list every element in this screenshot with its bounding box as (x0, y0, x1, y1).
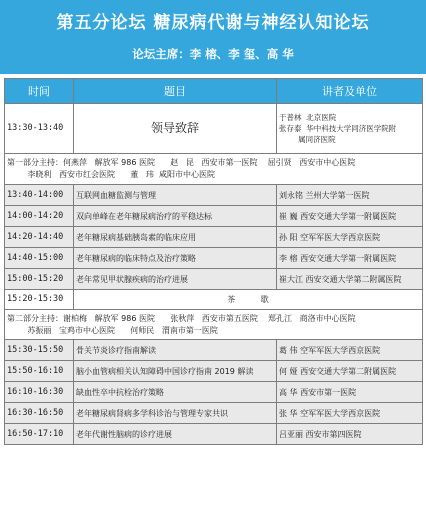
table-row (5, 248, 423, 269)
moderator-cell (5, 310, 423, 340)
speaker-cell: 崔大江 西安交通大学第二附属医院 (277, 269, 423, 290)
topic-cell: 领导致辞 (74, 104, 277, 154)
speaker-cell: 崔 巍 西安交通大学第一附属医院 (277, 206, 423, 227)
speaker-cell: 葛 伟 空军军医大学西京医院 (277, 340, 423, 361)
speaker-cell: 张 华 空军军医大学西京医院 (277, 403, 423, 424)
table-row (5, 206, 423, 227)
topic-cell: 老年糖尿病的临床特点及治疗策略 (74, 248, 277, 269)
speaker-cell: 于普林 北京医院 张存泰 华中科技大学同济医学院附 属同济医院 (277, 104, 423, 154)
time-cell: 16:50-17:10 (5, 424, 74, 445)
forum-chairs: 论坛主席：李 榕、李 玺、高 华 (132, 47, 294, 61)
moderator-cell (5, 154, 423, 185)
topic-cell: 老年代谢性脑病的诊疗进展 (74, 424, 277, 445)
time-cell: 15:50-16:10 (5, 361, 74, 382)
topic-cell: 老年糖尿病肾病多学科诊治与管理专家共识 (74, 403, 277, 424)
time-cell: 14:00-14:20 (5, 206, 74, 227)
topic-cell: 老年糖尿病基础胰岛素的临床应用 (74, 227, 277, 248)
forum-title: 第五分论坛 糖尿病代谢与神经认知论坛 (56, 13, 370, 33)
column-header-time: 时间 (5, 79, 74, 104)
topic-cell: 老年常见甲状腺疾病的治疗进展 (74, 269, 277, 290)
topic-cell: 缺血性卒中抗栓治疗策略 (74, 382, 277, 403)
time-cell: 15:00-15:20 (5, 269, 74, 290)
table-row (5, 424, 423, 445)
topic-cell: 脑小血管病相关认知障碍中国诊疗指南 2019 解读 (74, 361, 277, 382)
moderator-text: 第一部分主持：何燕萍 解放军 986 医院 赵 昆 西安市第一医院 屈引贤 西安市中心医院 李晓利 西安市红会医院 董 玮 咸阳市中心医院 (7, 158, 356, 179)
time-cell: 15:20-15:30 (5, 290, 74, 310)
speaker-cell: 李 榕 西安交通大学第一附属医院 (277, 248, 423, 269)
table-row (5, 382, 423, 403)
speaker-cell: 刘永铭 兰州大学第一医院 (277, 185, 423, 206)
speaker-cell: 何 娅 西安交通大学第二附属医院 (277, 361, 423, 382)
time-cell: 13:40-14:00 (5, 185, 74, 206)
time-cell: 16:10-16:30 (5, 382, 74, 403)
table-row (5, 104, 423, 154)
moderator-row (5, 154, 423, 185)
table-header-row (5, 79, 423, 104)
topic-cell: 双向单峰在老年糖尿病治疗的平稳达标 (74, 206, 277, 227)
time-cell: 14:20-14:40 (5, 227, 74, 248)
table-row (5, 403, 423, 424)
column-header-topic: 题目 (74, 79, 277, 104)
break-row (5, 290, 423, 310)
table-row (5, 340, 423, 361)
topic-cell: 互联网血糖监测与管理 (74, 185, 277, 206)
table-row (5, 361, 423, 382)
schedule-table (4, 78, 423, 445)
time-cell: 16:30-16:50 (5, 403, 74, 424)
break-cell: 茶 歇 (74, 290, 423, 310)
table-row (5, 227, 423, 248)
forum-header (0, 0, 426, 74)
time-cell: 15:30-15:50 (5, 340, 74, 361)
moderator-text: 第二部分主持：谢柏梅 解放军 986 医院 张秋萍 西安市第五医院 郑孔江 商洛市中心医院 苏振丽 宝鸡市中心医院 何师民 渭南市第一医院 (7, 313, 356, 335)
time-cell: 14:40-15:00 (5, 248, 74, 269)
moderator-row (5, 310, 423, 340)
speaker-cell: 高 华 西安市第一医院 (277, 382, 423, 403)
speaker-cell: 吕亚丽 西安市第四医院 (277, 424, 423, 445)
column-header-speaker: 讲者及单位 (277, 79, 423, 104)
table-row (5, 269, 423, 290)
speaker-cell: 孙 阳 空军军医大学西京医院 (277, 227, 423, 248)
time-cell: 13:30-13:40 (5, 104, 74, 154)
topic-cell: 骨关节炎诊疗指南解读 (74, 340, 277, 361)
table-row (5, 185, 423, 206)
